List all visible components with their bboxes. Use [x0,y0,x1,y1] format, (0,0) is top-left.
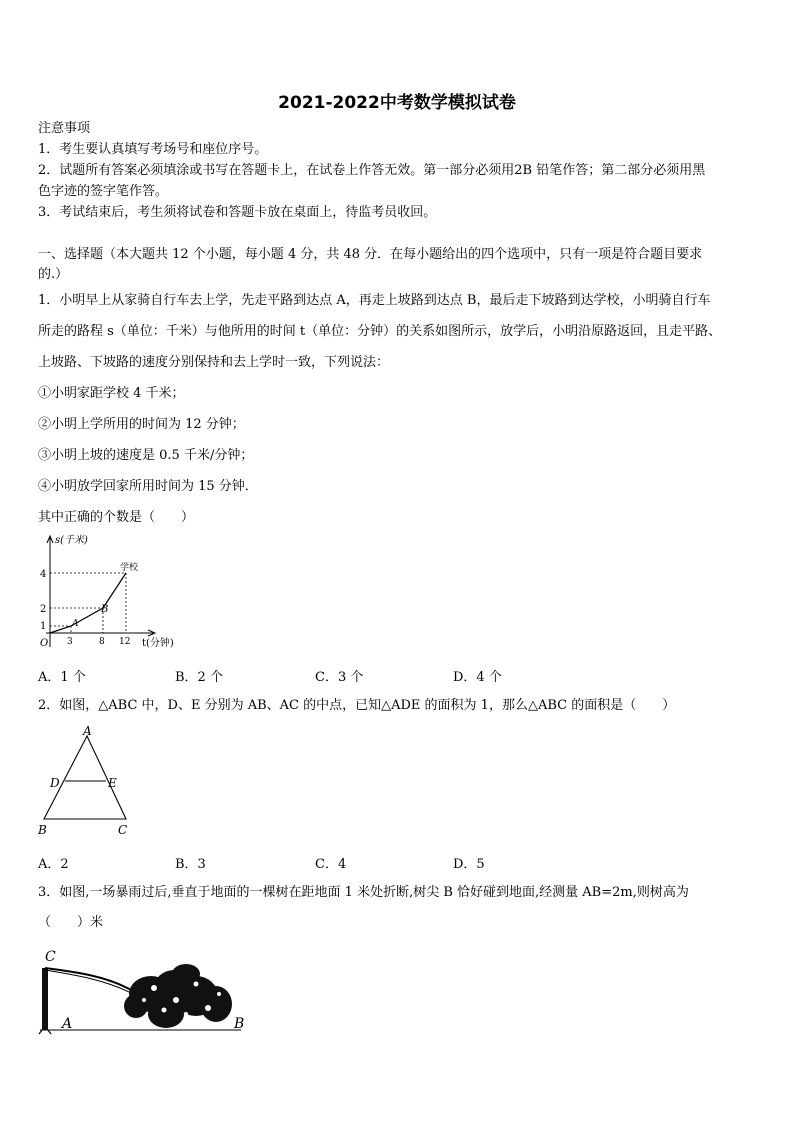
x-tick-label: 12 [119,637,131,647]
notes-heading: 注意事项 [38,121,91,136]
y-tick-label: 2 [40,604,47,615]
q3-text-cont: （ ）米 [38,915,104,930]
vertex-a-label: A [83,724,92,738]
q1-statement: ③小明上坡的速度是 0.5 千米/分钟； [38,448,254,463]
vertex-c-label: C [118,823,128,837]
q1-option-d[interactable]: D．4 个 [453,670,502,685]
point-b-label: B [234,1016,245,1032]
section-heading: 一、选择题（本大题共 12 个小题，每小题 4 分，共 48 分．在每小题给出的四个选项中，只有一项是符合题目要求 [38,247,703,262]
point-b-label: B [101,604,109,615]
point-c-label: C [45,949,56,965]
section-heading-cont: 的.） [38,267,69,282]
x-tick-label: 3 [67,637,73,647]
school-label: 学校 [120,563,139,573]
q1-text: 1．小明早上从家骑自行车去上学，先走平路到达点 A，再走上坡路到达点 B，最后走下坡路到达学校，小明骑自行车 [38,293,711,308]
q1-statement: ④小明放学回家所用时间为 15 分钟． [38,479,258,494]
y-tick-label: 1 [40,621,47,632]
page-title: 2021-2022中考数学模拟试卷 [278,93,516,113]
note-item: 1．考生要认真填写考场号和座位序号。 [38,142,268,157]
note-item: 2．试题所有答案必须填涂或书写在答题卡上，在试卷上作答无效。第一部分必须用2B 铅笔作答；第二部分必须用黑 [38,163,706,178]
q2-option-d[interactable]: D．5 [453,857,485,872]
q2-option-c[interactable]: C．4 [315,857,347,872]
origin-label: O [40,638,49,649]
point-d-label: D [50,776,60,790]
q2-option-b[interactable]: B．3 [175,857,206,872]
q2-text: 2．如图，△ABC 中，D、E 分别为 AB、AC 的中点，已知△ADE 的面积为 1，那么△ABC 的面积是（ ） [38,698,676,713]
q1-distance-time-graph [30,530,190,655]
q2-triangle-figure [34,724,144,842]
q3-broken-tree-figure [36,944,251,1036]
q3-text: 3．如图,一场暴雨过后,垂直于地面的一棵树在距地面 1 米处折断,树尖 B 恰好碰到地面,经测量 AB=2m,则树高为 [38,885,689,900]
point-a-label: A [72,619,79,629]
q1-text: 上坡路、下坡路的速度分别保持和去上学时一致，下列说法： [38,355,390,370]
note-item: 色字迹的签字笔作答。 [38,184,169,199]
q1-option-c[interactable]: C．3 个 [315,670,364,685]
x-tick-label: 8 [99,637,105,647]
q1-option-a[interactable]: A．1 个 [38,670,86,685]
x-axis-label: t(分钟) [142,638,174,649]
point-a-label: A [62,1016,73,1032]
q1-statement: ②小明上学所用的时间为 12 分钟； [38,417,245,432]
q2-option-a[interactable]: A．2 [38,857,69,872]
y-axis-label: s(千米) [55,535,88,546]
y-tick-label: 4 [40,569,47,580]
vertex-b-label: B [38,823,47,837]
note-item: 3．考试结束后，考生须将试卷和答题卡放在桌面上，待监考员收回。 [38,205,437,220]
q1-text: 所走的路程 s（单位：千米）与他所用的时间 t（单位：分钟）的关系如图所示，放学后，小明沿原路返回，且走平路、 [38,324,722,339]
q1-ask: 其中正确的个数是（ ） [38,510,195,525]
point-e-label: E [108,776,117,790]
q1-statement: ①小明家距学校 4 千米； [38,386,185,401]
q1-option-b[interactable]: B．2 个 [175,670,223,685]
